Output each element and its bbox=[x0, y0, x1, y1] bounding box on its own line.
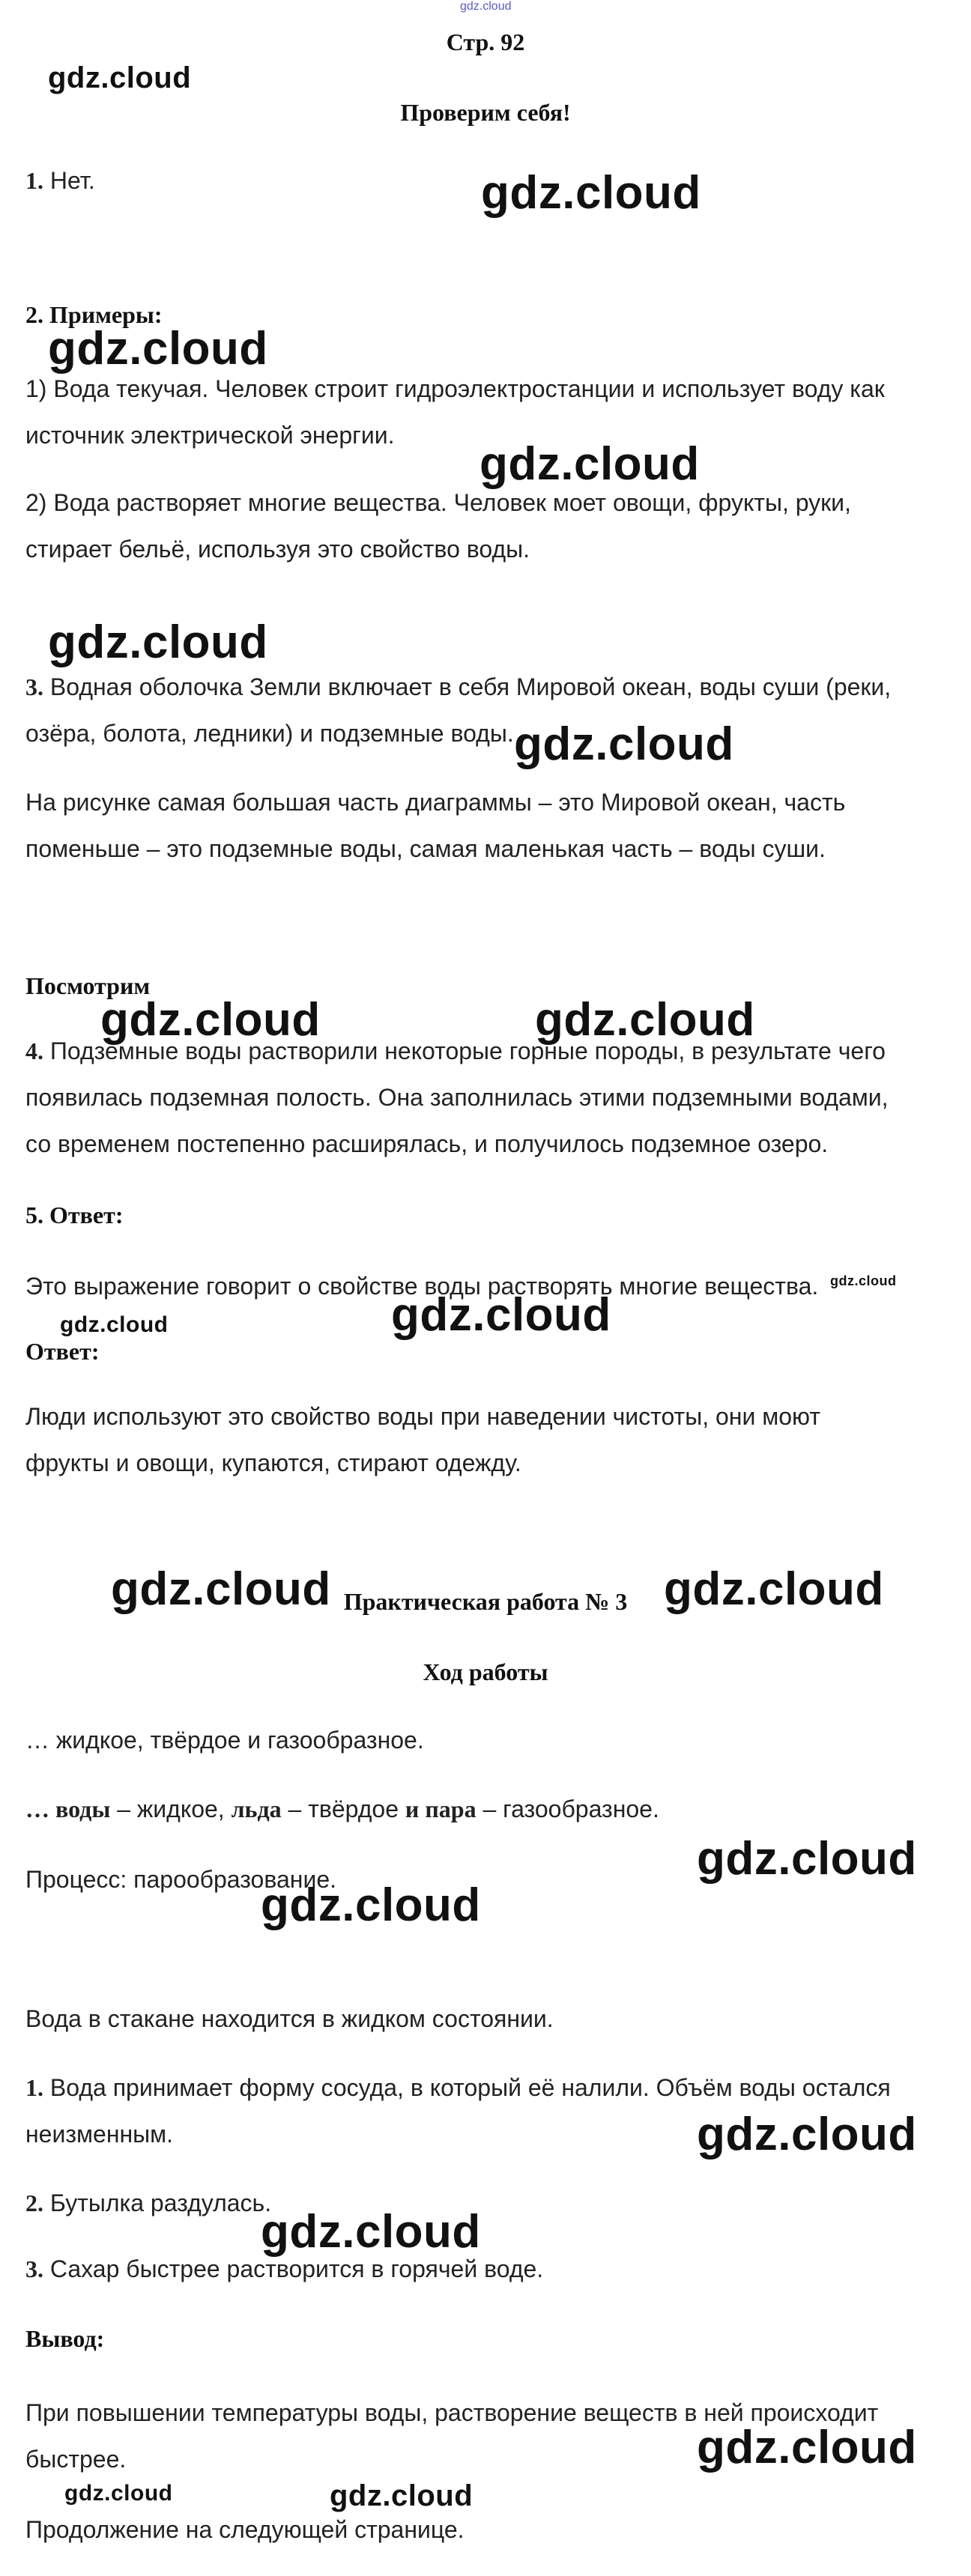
states-ice-label: льда bbox=[231, 1795, 282, 1822]
answer-5-heading: 5. Ответ: bbox=[25, 1201, 124, 1228]
practical-point-1-number: 1. bbox=[25, 2074, 43, 2101]
practical-point-1-line-2: неизменным. bbox=[25, 2121, 174, 2148]
conclusion-line-1: При повышении температуры воды, растворение веществ в ней происходит bbox=[25, 2399, 879, 2426]
example-1-line-2: источник электрической энергии. bbox=[25, 422, 395, 449]
answer-4-line-2: появилась подземная полость. Она заполнилась этими подземными водами, bbox=[25, 1084, 889, 1111]
answer-people-line-1: Люди используют это свойство воды при наведении чистоты, они моют bbox=[25, 1403, 820, 1430]
watermark: gdz.cloud bbox=[111, 1563, 331, 1615]
watermark: gdz.cloud bbox=[261, 2206, 481, 2258]
look-heading: Посмотрим bbox=[25, 972, 151, 999]
watermark: gdz.cloud bbox=[64, 2481, 173, 2506]
watermark: gdz.cloud bbox=[330, 2479, 474, 2512]
watermark: gdz.cloud bbox=[48, 616, 268, 668]
conclusion-line-2: быстрее. bbox=[25, 2446, 127, 2473]
watermark: gdz.cloud bbox=[535, 994, 755, 1046]
states-water-label: … воды bbox=[25, 1795, 111, 1822]
answer-3-line-2: озёра, болота, ледники) и подземные воды. bbox=[25, 720, 514, 747]
conclusion-heading: Вывод: bbox=[25, 2325, 105, 2352]
answer-people bbox=[25, 1393, 917, 1486]
answer-1 bbox=[25, 157, 917, 204]
watermark: gdz.cloud bbox=[48, 61, 192, 94]
practical-point-3-number: 3. bbox=[25, 2255, 43, 2282]
example-1 bbox=[25, 366, 917, 458]
top-watermark: gdz.cloud bbox=[460, 0, 512, 13]
watermark: gdz.cloud bbox=[697, 2422, 917, 2473]
continued-note: Продолжение на следующей странице. bbox=[25, 2516, 465, 2543]
watermark: gdz.cloud bbox=[697, 2109, 917, 2160]
glass-line: Вода в стакане находится в жидком состоянии. bbox=[25, 2005, 554, 2032]
process-line: Процесс: парообразование. bbox=[25, 1866, 336, 1893]
watermark: gdz.cloud bbox=[261, 1879, 481, 1931]
practical-point-1-line-1: Вода принимает форму сосуда, в который её налили. Объём воды остался bbox=[49, 2074, 891, 2101]
page-number: Стр. 92 bbox=[446, 28, 525, 55]
answer-5-text: Это выражение говорит о свойстве воды растворять многие вещества. bbox=[25, 1273, 819, 1300]
states-steam-label: и пара bbox=[405, 1795, 477, 1822]
answer-4-line-3: со временем постепенно расширялась, и получилось подземное озеро. bbox=[25, 1130, 829, 1157]
diagram-description-line-1: На рисунке самая большая часть диаграммы – это Мировой океан, часть bbox=[25, 789, 846, 816]
watermark: gdz.cloud bbox=[514, 718, 734, 770]
watermark: gdz.cloud bbox=[480, 438, 700, 490]
answer-people-line-2: фрукты и овощи, купаются, стирают одежду. bbox=[25, 1449, 521, 1476]
example-2-line-1: 2) Вода растворяет многие вещества. Человек моет овощи, фрукты, руки, bbox=[25, 489, 851, 516]
example-1-line-1: 1) Вода текучая. Человек строит гидроэлектростанции и использует воду как bbox=[25, 375, 885, 402]
states-gas: – газообразное. bbox=[476, 1795, 659, 1822]
section-title-check-yourself: Проверим себя! bbox=[400, 99, 571, 126]
diagram-description bbox=[25, 779, 917, 872]
example-2 bbox=[25, 479, 917, 572]
watermark: gdz.cloud bbox=[830, 1273, 897, 1288]
watermark: gdz.cloud bbox=[391, 1289, 611, 1341]
watermark: gdz.cloud bbox=[100, 994, 321, 1046]
practical-work-subtitle: Ход работы bbox=[423, 1658, 548, 1685]
answer-3-number: 3. bbox=[25, 673, 43, 700]
practical-point-2-text: Бутылка раздулась. bbox=[49, 2189, 272, 2216]
answer-4 bbox=[25, 1028, 917, 1167]
example-2-line-2: стирает бельё, используя это свойство воды. bbox=[25, 536, 530, 563]
states-solid: – твёрдое bbox=[281, 1795, 405, 1822]
practical-point-2-number: 2. bbox=[25, 2189, 43, 2216]
watermark: gdz.cloud bbox=[697, 1833, 917, 1885]
answer-4-number: 4. bbox=[25, 1037, 43, 1064]
states-line: … жидкое, твёрдое и газообразное. bbox=[25, 1727, 424, 1754]
states-liquid: – жидкое, bbox=[110, 1795, 232, 1822]
practical-point-3-text: Сахар быстрее растворится в горячей воде. bbox=[49, 2255, 544, 2282]
states-detail-line bbox=[25, 1786, 917, 1832]
answer-3-line-1: Водная оболочка Земли включает в себя Мировой океан, воды суши (реки, bbox=[49, 673, 892, 700]
answer-heading: Ответ: bbox=[25, 1338, 100, 1365]
practical-work-title: Практическая работа № 3 bbox=[343, 1588, 628, 1615]
answer-4-line-1: Подземные воды растворили некоторые горные породы, в результате чего bbox=[49, 1037, 886, 1064]
answer-3 bbox=[25, 664, 917, 757]
answer-1-number: 1. bbox=[25, 167, 43, 194]
examples-heading: 2. Примеры: bbox=[25, 301, 163, 328]
watermark: gdz.cloud bbox=[664, 1563, 884, 1615]
diagram-description-line-2: поменьше – это подземные воды, самая маленькая часть – воды суши. bbox=[25, 835, 826, 862]
answer-1-text: Нет. bbox=[49, 167, 95, 194]
watermark: gdz.cloud bbox=[60, 1312, 169, 1337]
watermark: gdz.cloud bbox=[481, 167, 701, 219]
watermark: gdz.cloud bbox=[48, 323, 268, 375]
